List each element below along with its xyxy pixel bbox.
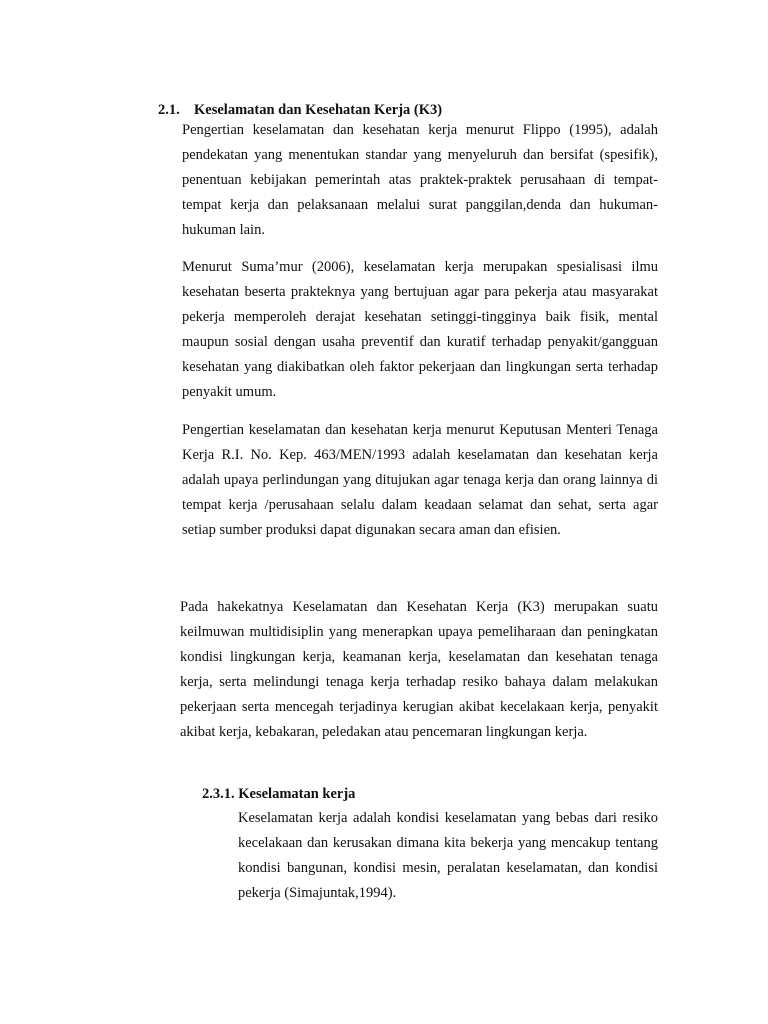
subsection-heading: 2.3.1. Keselamatan kerja (202, 786, 356, 802)
paragraph-k3-essence: Pada hakekatnya Keselamatan dan Kesehatan Kerja (K3) merupakan suatu keilmuwan multidisiplin yang menerapkan upaya pemeliharaan dan peningkatan kondisi lingkungan kerja, keamanan kerja, keselamatan dan kesehatan tenaga kerja, serta melindungi tenaga kerja terhadap resiko bahaya dalam melakukan pekerjaan serta mencegah terjadinya kerugian akibat kecelakaan kerja, penyakit akibat kerja, kebakaran, peledakan atau pencemaran lingkungan kerja. (180, 599, 658, 740)
section-number: 2.1. (158, 102, 180, 118)
paragraph-kepmen-definition: Pengertian keselamatan dan kesehatan kerja menurut Keputusan Menteri Tenaga Kerja R.I. No. Kep. 463/MEN/1993 adalah keselamatan dan kesehatan kerja adalah upaya perlindungan yang ditujukan agar tenaga kerja dan orang lainnya di tempat kerja /perusahaan selalu dalam keadaan selamat dan sehat, serta agar setiap sumber produksi dapat digunakan secara aman dan efisien. (182, 422, 658, 538)
section-heading (158, 102, 442, 119)
subsection-paragraph: Keselamatan kerja adalah kondisi keselamatan yang bebas dari resiko kecelakaan dan kerusakan dimana kita bekerja yang mencakup tentang kondisi bangunan, kondisi mesin, peralatan keselamatan, dan kondisi pekerja (Simajuntak,1994). (238, 810, 658, 901)
paragraph-sumamur-definition: Menurut Suma’mur (2006), keselamatan kerja merupakan spesialisasi ilmu kesehatan beserta prakteknya yang bertujuan agar para pekerja atau masyarakat pekerja memperoleh derajat kesehatan setinggi-tingginya baik fisik, mental maupun sosial dengan usaha preventif dan kuratif terhadap penyakit/gangguan kesehatan yang diakibatkan oleh faktor pekerjaan dan lingkungan serta terhadap penyakit umum. (182, 259, 658, 400)
section-title: Keselamatan dan Kesehatan Kerja (K3) (194, 102, 443, 118)
paragraph-flippo-definition: Pengertian keselamatan dan kesehatan kerja menurut Flippo (1995), adalah pendekatan yang menentukan standar yang menyeluruh dan bersifat (spesifik), penentuan kebijakan pemerintah atas praktek-praktek perusahaan di tempat-tempat kerja dan pelaksanaan melalui surat panggilan,denda dan hukuman-hukuman lain. (182, 122, 658, 238)
